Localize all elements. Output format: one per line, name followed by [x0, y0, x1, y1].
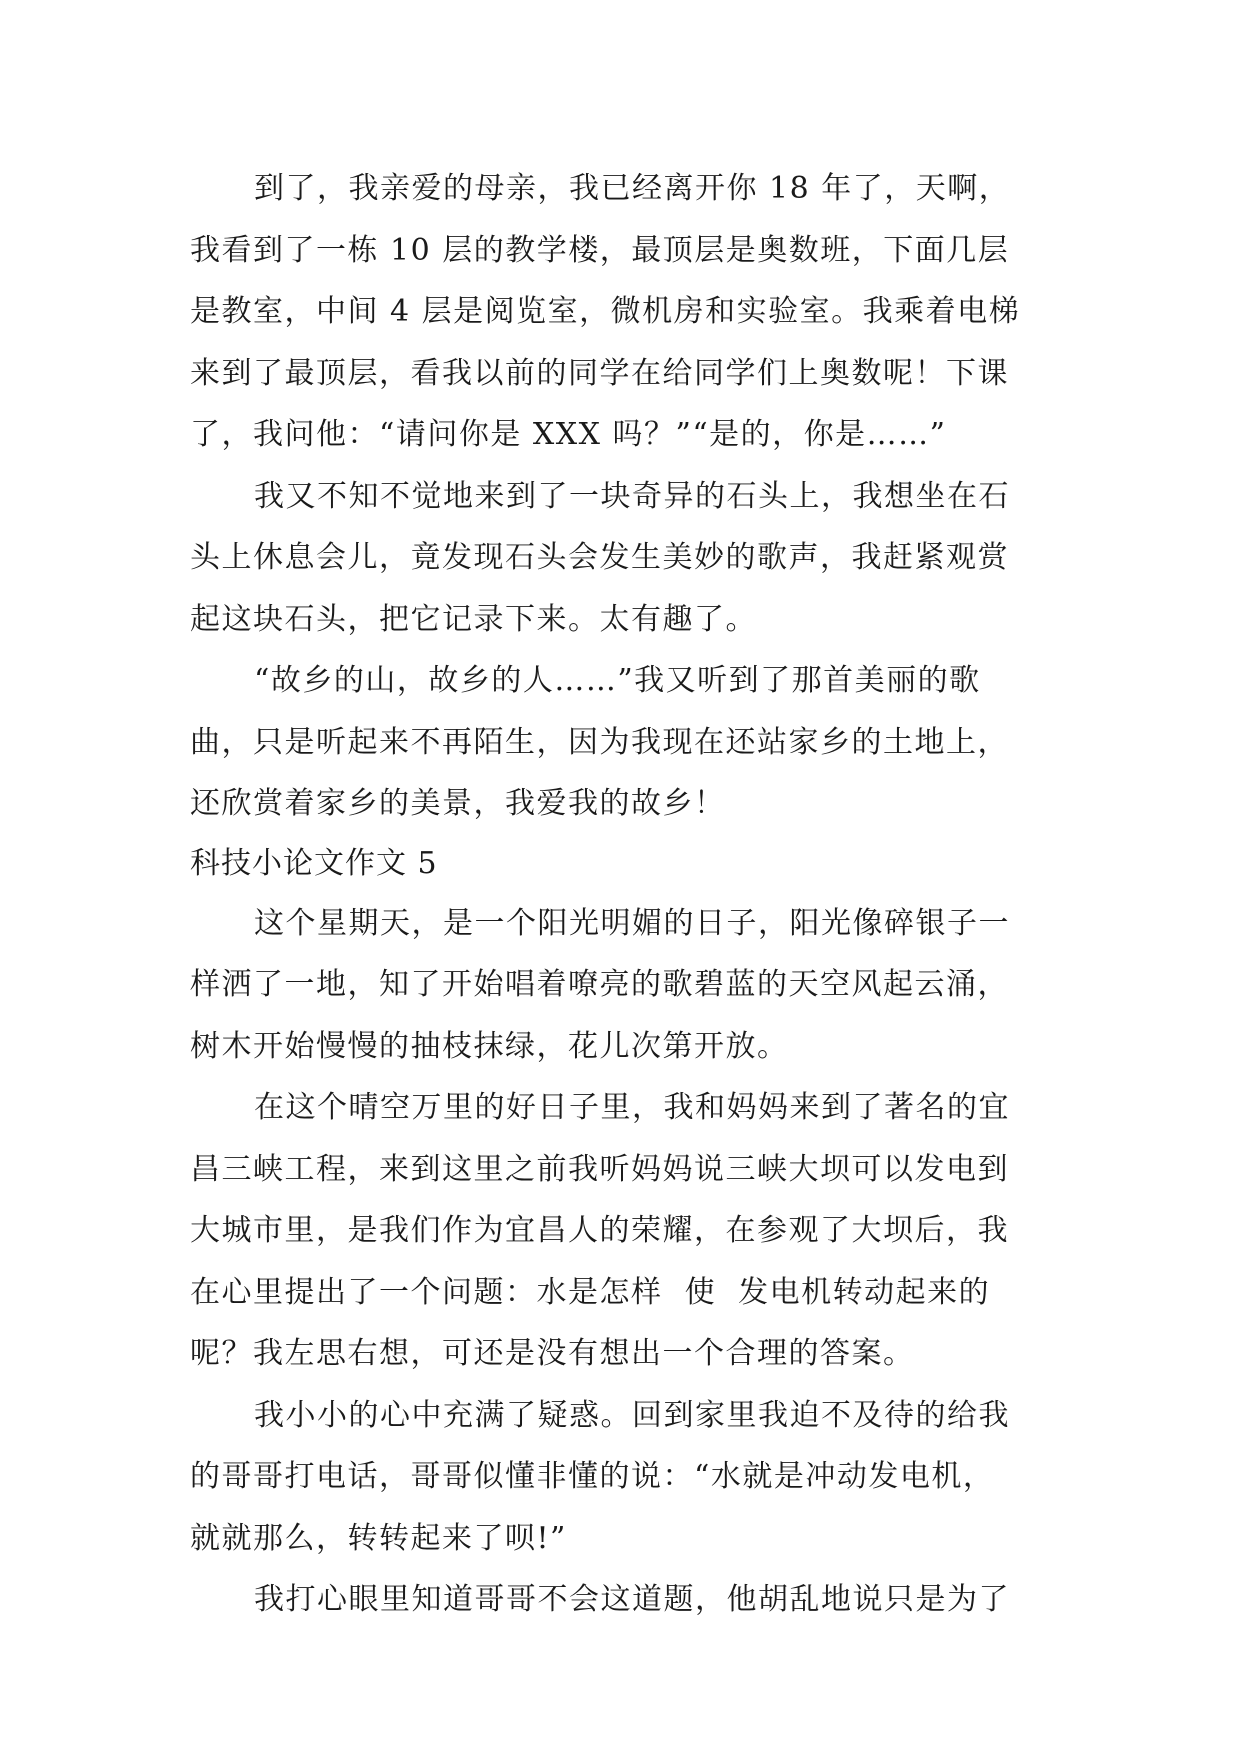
paragraph-line: 树木开始慢慢的抽枝抹绿，花儿次第开放。: [190, 1028, 789, 1064]
paragraph-line: “故乡的山，故乡的人……”我又听到了那首美丽的歌: [254, 663, 981, 698]
paragraph-line: 来到了最顶层，看我以前的同学在给同学们上奥数呢！下课: [190, 355, 1009, 391]
paragraph-line: 起这块石头，把它记录下来。太有趣了。: [190, 601, 757, 637]
paragraph-line: 大城市里，是我们作为宜昌人的荣耀，在参观了大坝后，我: [190, 1213, 1009, 1248]
document-body: [190, 158, 1050, 1631]
paragraph-line: 在心里提出了一个问题：水是怎样 使 发电机转动起来的: [190, 1274, 991, 1310]
paragraph-line: 样洒了一地，知了开始唱着嘹亮的歌碧蓝的天空风起云涌，: [190, 967, 1009, 1002]
paragraph-line: 到了，我亲爱的母亲，我已经离开你 18 年了，天啊，: [254, 171, 1011, 206]
paragraph-line: 昌三峡工程，来到这里之前我听妈妈说三峡大坝可以发电到: [190, 1151, 1009, 1187]
paragraph-line: 头上休息会儿，竟发现石头会发生美妙的歌声，我赶紧观赏: [190, 540, 1009, 575]
paragraph-line: 呢？我左思右想，可还是没有想出一个合理的答案。: [190, 1336, 915, 1371]
paragraph-line: 我打心眼里知道哥哥不会这道题，他胡乱地说只是为了: [254, 1582, 1010, 1617]
paragraph-line: 在这个晴空万里的好日子里，我和妈妈来到了著名的宜: [254, 1090, 1010, 1125]
paragraph-line: 我小小的心中充满了疑惑。回到家里我迫不及待的给我: [254, 1397, 1010, 1433]
paragraph-line: 我看到了一栋 10 层的教学楼，最顶层是奥数班，下面几层: [190, 232, 1010, 268]
paragraph-line: 这个星期天，是一个阳光明媚的日子，阳光像碎银子一: [254, 905, 1010, 941]
paragraph-line: 是教室，中间 4 层是阅览室，微机房和实验室。我乘着电梯: [190, 294, 1021, 329]
paragraph-line: 还欣赏着家乡的美景，我爱我的故乡！: [190, 786, 726, 821]
paragraph-line: 就就那么，转转起来了呗!”: [190, 1520, 567, 1556]
paragraph-line: 的哥哥打电话，哥哥似懂非懂的说：“水就是冲动发电机，: [190, 1459, 995, 1494]
section-heading: 科技小论文作文 5: [190, 845, 438, 881]
paragraph-line: 我又不知不觉地来到了一块奇异的石头上，我想坐在石: [254, 478, 1010, 514]
paragraph-line: 曲，只是听起来不再陌生，因为我现在还站家乡的土地上，: [190, 724, 1009, 760]
paragraph-line: 了，我问他：“请问你是 XXX 吗？”“是的，你是……”: [190, 417, 947, 452]
